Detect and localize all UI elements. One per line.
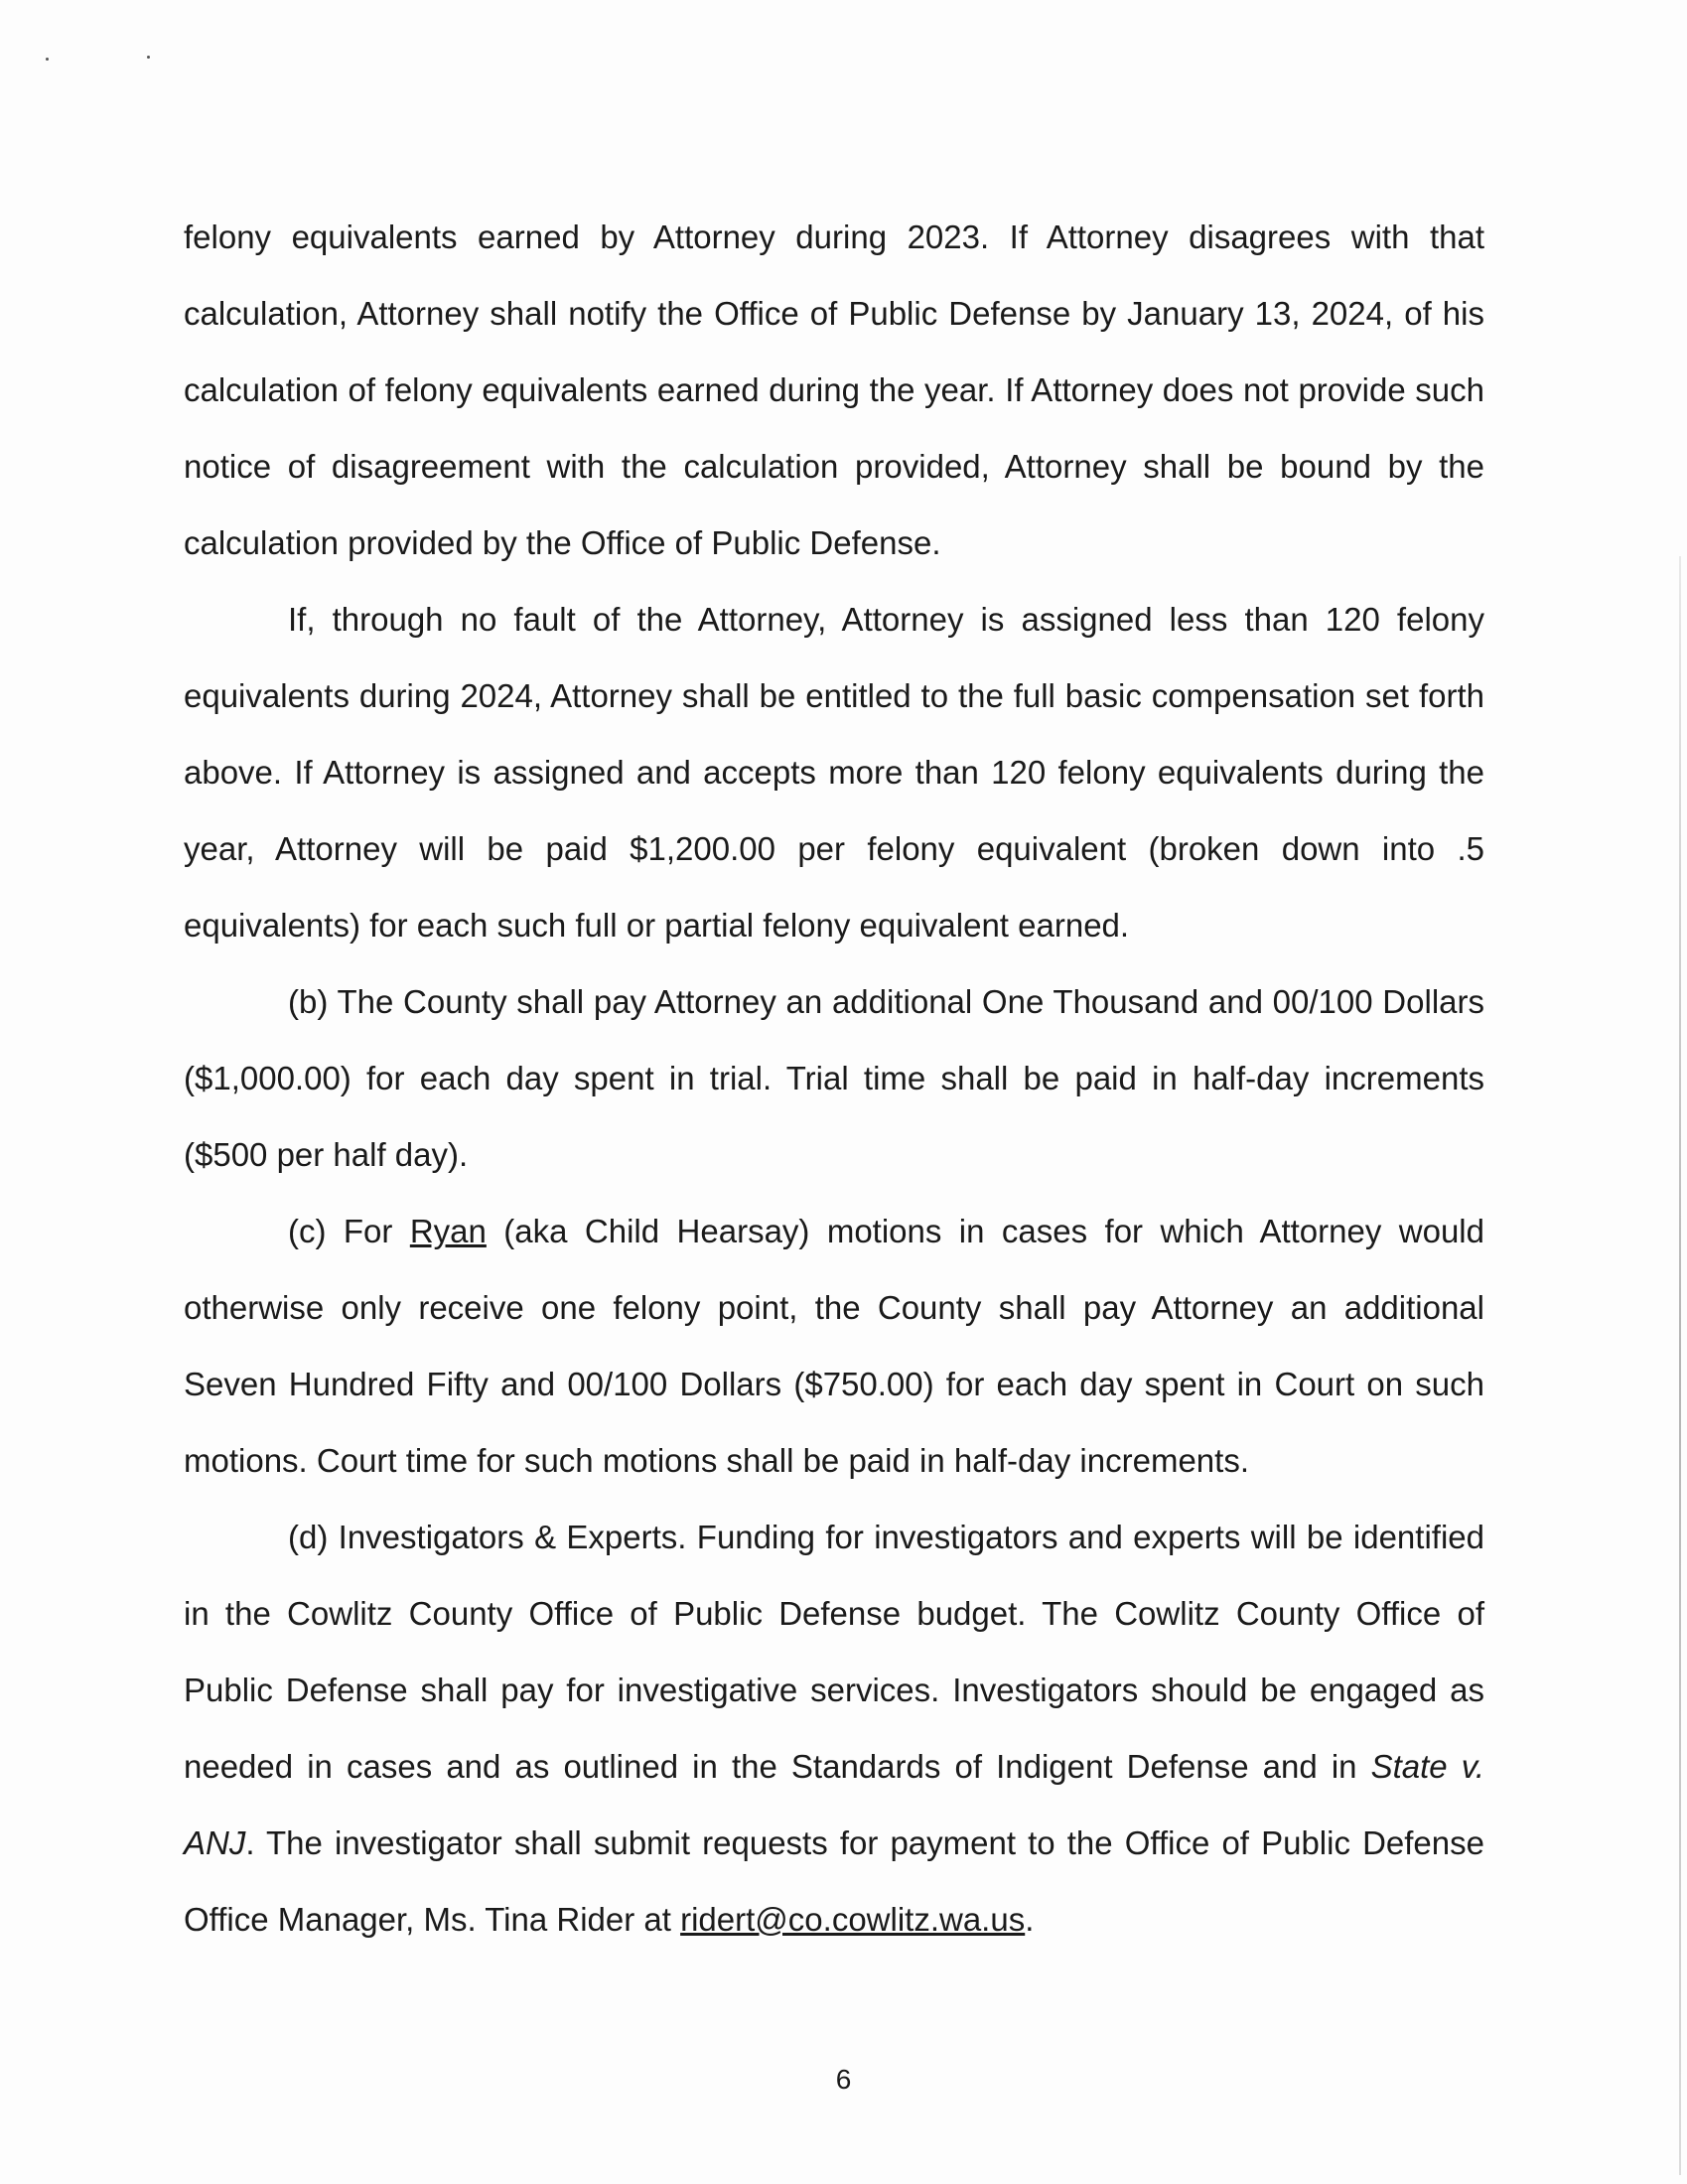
- state-v-anj-case-name: State v. ANJ: [184, 1748, 1484, 1861]
- ryan-lead: (c) For: [288, 1213, 410, 1249]
- paragraph-trial-pay: (b) The County shall pay Attorney an additional One Thousand and 00/100 Dollars ($1,000.00) for each day spent in trial. Trial time shall be paid in half-day increments ($500 per half day).: [184, 983, 1484, 1173]
- scan-mark: [46, 58, 49, 61]
- email-link[interactable]: ridert@co.cowlitz.wa.us: [680, 1901, 1026, 1938]
- paragraph-felony-calculation: felony equivalents earned by Attorney during 2023. If Attorney disagrees with that calculation, Attorney shall notify the Office of Public Defense by January 13, 2024, of his calculation of felony equivalents earned during the year. If Attorney does not provide such notice of disagreement with the calculation provided, Attorney shall be bound by the calculation provided by the Office of Public Defense.: [184, 218, 1484, 561]
- paragraph-investigators-experts: [184, 1499, 1484, 1958]
- ryan-rest: (aka Child Hearsay) motions in cases for which Attorney would otherwise only receive one felony point, the County shall pay Attorney an additional Seven Hundred Fifty and 00/100 Dollars ($750.00) for each day spent in Court on such motions. Court time for such motions shall be paid in half-day increments.: [184, 1213, 1484, 1479]
- ryan-case-name: Ryan: [409, 1213, 487, 1249]
- page-number: 6: [835, 2064, 852, 2095]
- investigators-end: .: [1025, 1901, 1035, 1938]
- paragraph-felony-equivalents: If, through no fault of the Attorney, Attorney is assigned less than 120 felony equivalents during 2024, Attorney shall be entitled to the full basic compensation set forth above. If Attorney is assigned and accepts more than 120 felony equivalents during the year, Attorney will be paid $1,200.00 per felony equivalent (broken down into .5 equivalents) for each such full or partial felony equivalent earned.: [184, 601, 1484, 944]
- scan-edge: [1679, 556, 1681, 2175]
- paragraph-ryan-motions: [184, 1193, 1484, 1499]
- document-body: [184, 199, 1484, 1958]
- scan-mark: [147, 56, 150, 59]
- investigators-middle: . The investigator shall submit requests for payment to the Office of Public Defense Office Manager, Ms. Tina Rider at: [184, 1824, 1484, 1938]
- investigators-lead: (d) Investigators & Experts. Funding for investigators and experts will be identified in the Cowlitz County Office of Public Defense budget. The Cowlitz County Office of Public Defense shall pay for investigative services. Investigators should be engaged as needed in cases and as outlined in the Standards of Indigent Defense and in: [184, 1519, 1484, 1785]
